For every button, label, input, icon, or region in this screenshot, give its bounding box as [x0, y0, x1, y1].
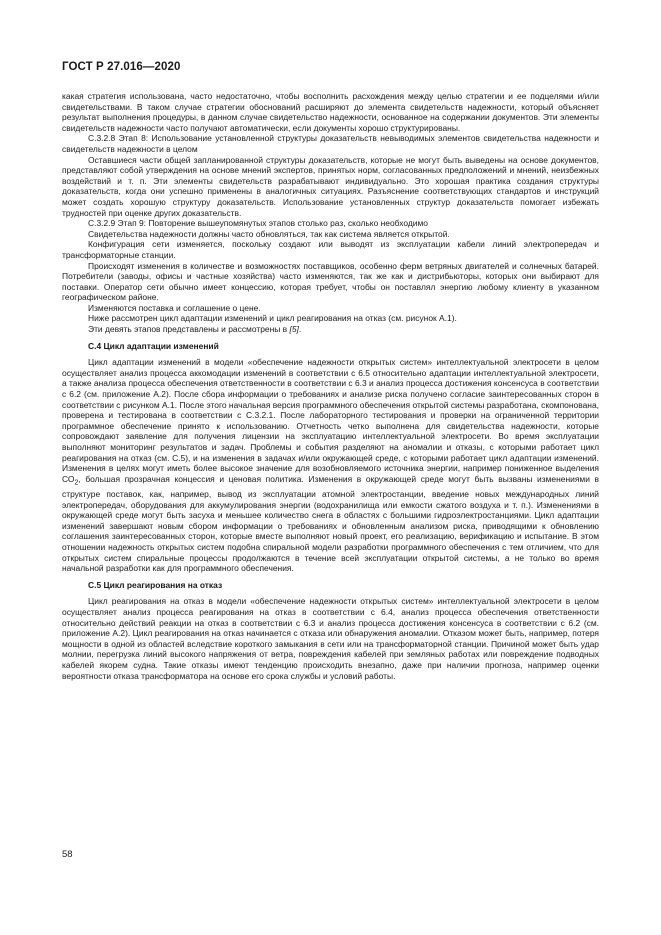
paragraph-nine-stages: [62, 324, 599, 335]
document-page: [62, 0, 599, 935]
clause-c3-2-8: С.3.2.8 Этап 8: Использование установленной структуры доказательств невыводимых элементов свидетельства надежности и свидетельств надежности в целом: [62, 133, 599, 154]
paragraph-cycles-intro: Ниже рассмотрен цикл адаптации изменений и цикл реагирования на отказ (см. рисунок А.1).: [88, 313, 457, 324]
reference-5: [5]: [289, 324, 299, 335]
paragraph-remaining-parts: Оставшиеся части общей запланированной структуры доказательств, которые не могут быть выведены на основе документов, представляют собой утверждения на основе мнений экспертов, принятых норм, согласованных предположений и мнений, неизбежных воздействий и т. п. Эти элементы свидетельств разрабатывают индивидуально. Это хорошая практика создания структуры доказательств, когда они успешно применены в аналогичных ситуациях. Разъяснение соответствующих стандартов и инструкций может создать хорошую структуру доказательств. Использование установленных структур доказательств помогает избежать трудностей при оценке других доказательств.: [62, 154, 599, 218]
section-c4-body: [62, 357, 599, 574]
paragraph-supplier-changes: Происходят изменения в количестве и возможностях поставщиков, особенно ферм ветряных двигателей и солнечных батарей. Потребители (заводы, офисы и частные хозяйства) часто изменяются, так же как и дистрибьюторы, которых они выбирают для поставки. Оператор сети обычно имеет концессию, которая требует, чтобы он поставлял энергию любому клиенту в указанном географическом районе.: [62, 260, 599, 303]
document-header-code: ГОСТ Р 27.016—2020: [62, 61, 181, 73]
section-c4-title: С.4 Цикл адаптации изменений: [88, 340, 219, 351]
paragraph-network-config: Конфигурация сети изменяется, поскольку создают или выводят из эксплуатации кабели линий электропередач и трансформаторные станции.: [62, 239, 599, 260]
section-c4-body-part-b: , большая прозрачная концессия и ценовая политика. Изменения в окружающей среде могут быть вызваны изменениями в структуре поставок, как, например, вывод из эксплуатации атомной электростанции, введение новых международных линий электропередач, оборудования для аккумулирования энергии (водохранилища или емкости сжатого воздуха и т. п.). Изменениями в окружающей среде могут быть засуха и меньшее количество снега в областях с большими гидроэлектростанциями. Цикл адаптации изменений завершают новым сбором информации о требованиях и обновленным анализом риска, приводящими к обновлению соглашения заинтересованных сторон, которые вместе выполняют новый проект, его реализацию, верификацию и испытание. В этом отношении надежность открытых систем подобна спиральной модели разработки программного обеспечения с тем отличием, что для открытых систем спиральные процессы продолжаются в течение всей эксплуатации открытой системы, а не только во время начальной разработки как для программного обеспечения.: [62, 473, 599, 574]
document-body: [62, 91, 599, 681]
nine-stages-period: .: [298, 324, 302, 335]
section-c5-body: Цикл реагирования на отказ в модели «обеспечение надежности открытых систем» интеллектуальной электросети в целом осуществляет анализ процесса реагирования на отказ в соответствии с 6.4, анализ процесса обеспечения ответственности относительно действий реакции на отказ в соответствии с 6.3 и анализ процесса достижения консенсуса в соответствии с 6.2 (см. приложение А.2). Цикл реагирования на отказ начинается с отказа или обнаружения аномалии. Отказом может быть, например, потеря мощности в одной из областей вследствие короткого замыкания в сети или на трансформаторной станции. Причиной может быть удар молнии, перегрузка линий высокого напряжения от ветра, повреждения кабелей при земляных работах или повреждение подводных кабелей якорем судна. Такие отказы имеют тенденцию происходить внезапно, даже при наличии прогноза, например оценки вероятности отказа трансформатора на основе его срока службы и условий работы.: [62, 596, 599, 681]
paragraph-updates: Свидетельства надежности должны часто обновляться, так как система является открытой.: [88, 228, 450, 239]
section-c4-body-part-a: Цикл адаптации изменений в модели «обеспечение надежности открытых систем» интеллектуальной электросети в целом осуществляет анализ процесса аккомодации изменений в соответствии с 6.5 относительно адаптации интеллектуальной электросети, а также анализа процесса обеспечения ответственности в соответствии с 6.3 и анализ процесса достижения консенсуса в соответствии с 6.2 (см. приложение А.2). После сбора информации о требованиях и анализе риска получено согласие заинтересованных сторон в соответствии с рисунком А.1. После этого начальная версия программного обеспечения открытой системы разработана, скомпонована, проверена и тестирована в соответствии с С.3.2.1. После лабораторного тестирования и проверки на ограниченной территории программное обеспечение принято к использованию. Отчетность четко выполнена для свидетельства надежности, которые сопровождают заявление для получения лицензии на эксплуатацию интеллектуальной электросети. Во время эксплуатации выполняют мониторинг результатов и задач. Проблемы и события разделяют на аномалии и отказы, с которыми работает цикл реагирования на отказ (см. С.5), и на изменения в задачах и/или окружающей среде, с которыми работает цикл адаптации изменений. Изменения в целях могут иметь более высокое значение для возобновляемого источника энергии, например пониженное выделения СО: [62, 357, 599, 484]
nine-stages-text: Эти девять этапов представлены и рассмотрены в: [88, 324, 290, 335]
section-c5-title: С.5 Цикл реагирования на отказ: [88, 579, 223, 590]
co2-subscript: 2: [74, 479, 79, 487]
clause-c3-2-9: С.3.2.9 Этап 9: Повторение вышеупомянутых этапов столько раз, сколько необходимо: [88, 218, 428, 229]
paragraph-price-agreement: Изменяются поставка и соглашение о цене.: [88, 302, 261, 313]
paragraph-continuation: какая стратегия использована, часто недостаточно, чтобы восполнить расхождения между целью стратегии и ее подцелями и/или свидетельствами. В таком случае стратегии обоснований расширяют до элемента свидетельств надежности, который объясняет результат выполнения процедуры, в данном случае свидетельство надежности, основанное на содержании документов. Эти элементы свидетельств надежности часто получают автоматически, если документы хорошо структурированы.: [62, 91, 599, 133]
page-number: 58: [62, 849, 73, 860]
